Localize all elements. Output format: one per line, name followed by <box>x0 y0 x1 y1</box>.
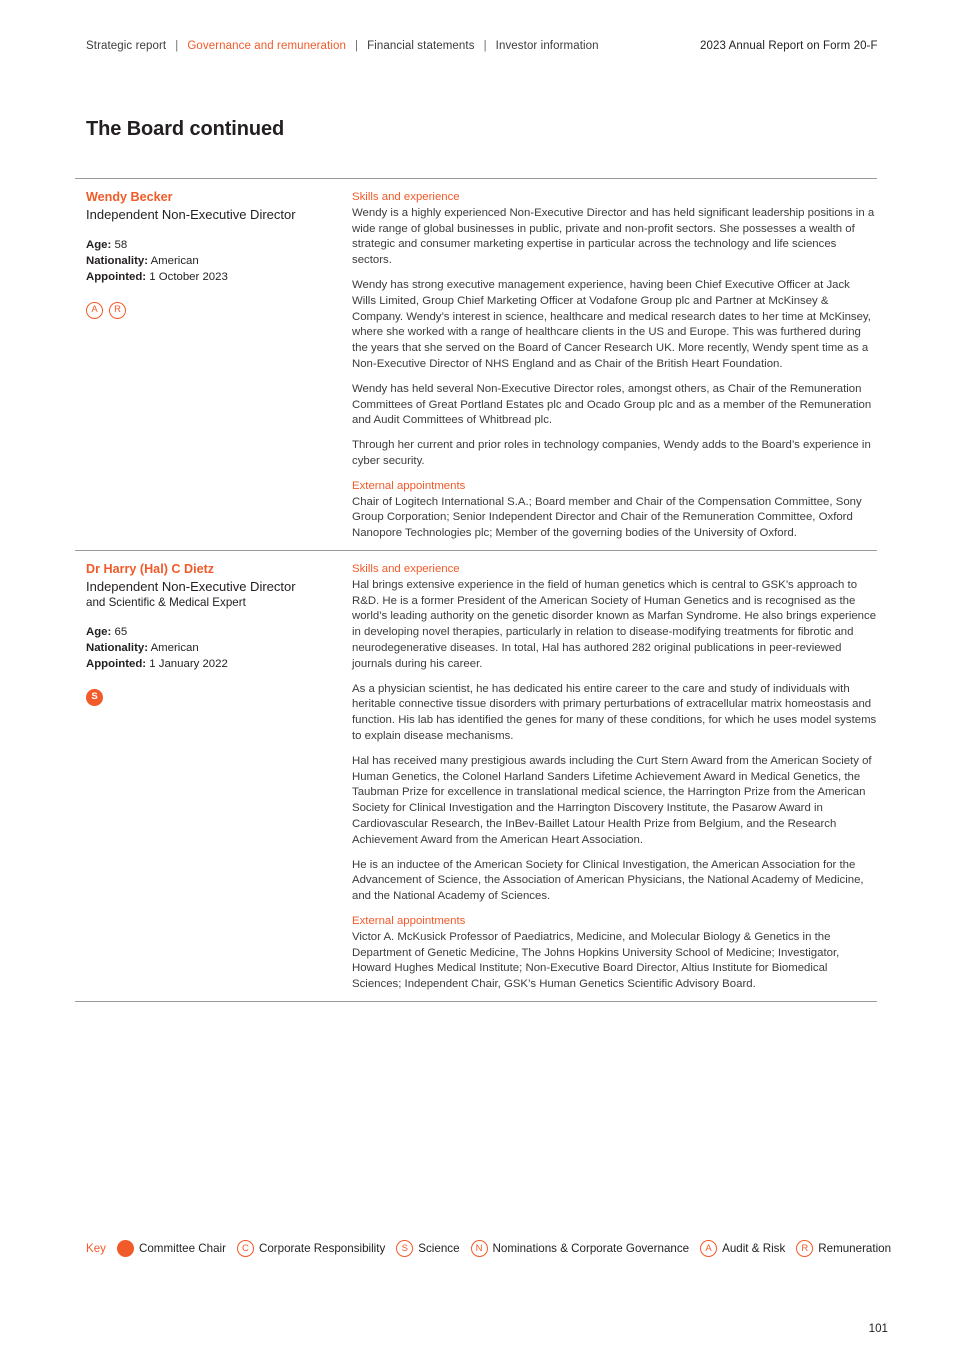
director-nationality-row <box>86 253 352 269</box>
committee-chair-key-label: Committee Chair <box>138 1241 226 1255</box>
audit-risk-badge-icon: A <box>700 1240 717 1257</box>
key-legend <box>86 1240 902 1257</box>
skills-paragraph: He is an inductee of the American Society for Clinical Investigation, the American Association for the Advancement of Science, the Association of American Physicians, the National Academy of Medicine, and the National Academy of Sciences. <box>352 858 864 903</box>
director-role-secondary: and Scientific & Medical Expert <box>86 595 246 609</box>
breadcrumb-items <box>86 40 599 52</box>
science-key-label: Science <box>418 1241 460 1255</box>
breadcrumb-strategic-report[interactable]: Strategic report <box>86 40 167 52</box>
breadcrumb-financial-statements[interactable]: Financial statements <box>367 40 475 52</box>
remuneration-key <box>796 1240 891 1257</box>
director-appointed-row <box>86 269 352 285</box>
director-biography-column <box>352 562 877 993</box>
external-appointments-paragraph: Chair of Logitech International S.A.; Board member and Chair of the Compensation Committee, Sony Group Corporation; Senior Independent Director and Chair of the Remuneration Committee, Oxford Nanopore Technologies plc; Member of the governing bodies of the University of Oxford. <box>352 495 862 540</box>
appointed-label: Appointed: <box>86 658 147 671</box>
nationality-label: Nationality: <box>86 642 149 655</box>
committee-chair-dot-icon <box>117 1240 134 1257</box>
remuneration-key-label: Remuneration <box>818 1241 892 1255</box>
external-appointments-heading: External appointments <box>352 479 466 492</box>
external-appointments-heading: External appointments <box>352 914 466 927</box>
age-value: 65 <box>114 626 128 639</box>
breadcrumb-separator: | <box>483 40 487 52</box>
skills-paragraph: Wendy has held several Non-Executive Director roles, amongst others, as Chair of the Remuneration Committees of Great Portland Estates plc and Ocado Group plc and as a member of the Remuneration and Audit Committees of Whitbread plc. <box>352 382 872 427</box>
director-name: Dr Harry (Hal) C Dietz <box>86 562 215 576</box>
science-chair-badge-icon: S <box>86 689 103 706</box>
skills-and-experience-heading: Skills and experience <box>352 563 460 575</box>
remuneration-badge-icon: R <box>109 302 126 319</box>
skills-paragraph: Hal has received many prestigious awards including the Curt Stern Award from the American Society of Human Genetics, the Colonel Harland Sanders Lifetime Achievement Award in Medical Genetics, the Taubman Prize for excellence in translational medical science, the Harrington Prize from the American Society for Clinical Investigation and the Harrington Discovery Institute, the Pasarow Award in Cardiovascular Research, the InBev-Baillet Latour Health Prize from Belgium, and the Research Achievement Award from the American Heart Association. <box>352 754 872 846</box>
breadcrumb-separator: | <box>355 40 359 52</box>
appointed-label: Appointed: <box>86 271 147 284</box>
nationality-label: Nationality: <box>86 255 149 268</box>
corporate-responsibility-badge-icon: C <box>237 1240 254 1257</box>
external-appointments-paragraph: Victor A. McKusick Professor of Paediatrics, Medicine, and Molecular Biology & Genetics in the Department of Genetic Medicine, The Johns Hopkins University School of Medicine; Investigator, Howard Hughes Medical Institute; Non-Executive Board Director, Altius Institute for Biomedical Sciences; Independent Chair, GSK’s Human Genetics Scientific Advisory Board. <box>352 930 840 991</box>
audit-and-risk-badge-icon: A <box>86 302 103 319</box>
director-profile-wendy-becker <box>75 178 877 550</box>
page-title: The Board continued <box>86 118 285 141</box>
page-number: 101 <box>868 1322 888 1335</box>
skills-paragraph: Hal brings extensive experience in the field of human genetics which is central to GSK’s approach to R&D. He is a former President of the American Society of Human Genetics and is recognised as the world’s leading authority on the genetic disorder known as Marfan Syndrome. He also brings experience in developing novel therapies, particularly in relation to disease-modifying treatments for fibrotic and neurodegenerative diseases. In total, Hal has authored 282 original publications in peer-reviewed journals during his career. <box>352 578 877 670</box>
skills-paragraph: Through her current and prior roles in technology companies, Wendy adds to the Board’s experience in cyber security. <box>352 439 871 467</box>
age-value: 58 <box>114 238 128 251</box>
key-label: Key <box>86 1242 106 1255</box>
breadcrumb <box>86 40 891 52</box>
report-title: 2023 Annual Report on Form 20-F <box>700 40 878 52</box>
breadcrumb-governance-and-remuneration[interactable]: Governance and remuneration <box>187 40 346 52</box>
science-key <box>396 1240 459 1257</box>
director-biography-column <box>352 190 877 542</box>
nationality-value: American <box>150 642 199 655</box>
director-role: Independent Non-Executive Director <box>86 578 296 594</box>
appointed-value: 1 January 2022 <box>149 658 228 671</box>
skills-paragraph: As a physician scientist, he has dedicated his entire career to the care and study of individuals with heritable connective tissue disorders with primary perturbations of extracellular matrix homeostasis and function. His lab has identified the genes for many of these conditions, for which he uses model systems to explain disease mechanisms. <box>352 682 877 742</box>
nominations-key <box>471 1240 690 1257</box>
committee-badges <box>86 689 352 706</box>
director-role: Independent Non-Executive Director <box>86 206 296 222</box>
director-age-row <box>86 237 352 253</box>
audit-risk-key-label: Audit & Risk <box>722 1241 786 1255</box>
nationality-value: American <box>150 255 199 268</box>
nominations-badge-icon: N <box>471 1240 488 1257</box>
director-name: Wendy Becker <box>86 190 173 204</box>
breadcrumb-investor-information[interactable]: Investor information <box>495 40 599 52</box>
skills-paragraph: Wendy has strong executive management experience, having been Chief Executive Officer at Jack Wills Limited, Group Chief Marketing Officer at Vodafone Group plc and Partner at McKinsey & Company. Wendy’s interest in science, healthcare and medical research dates to her time at McKinsey, where she worked with a range of healthcare clients in the US and Europe. This was furthered during the years that she served on the Board of Cancer Research UK. More recently, Wendy spent time as a Non-Executive Director of NHS England and as Chair of the British Heart Foundation. <box>352 279 871 370</box>
director-facts <box>86 624 352 673</box>
skills-paragraph: Wendy is a highly experienced Non-Executive Director and has held significant leadership positions in a wide range of global businesses in public, private and non-profit sectors. She possesses a wealth of strategic and consumer marketing expertise in particular across the technology and life sciences sectors. <box>352 206 875 267</box>
corporate-responsibility-key-label: Corporate Responsibility <box>258 1241 386 1255</box>
science-badge-icon: S <box>396 1240 413 1257</box>
committee-badges <box>86 302 352 319</box>
nominations-key-label: Nominations & Corporate Governance <box>492 1241 690 1255</box>
age-label: Age: <box>86 626 112 639</box>
director-profile-hal-dietz <box>75 550 877 1002</box>
director-facts <box>86 237 352 286</box>
appointed-value: 1 October 2023 <box>149 271 228 284</box>
breadcrumb-separator: | <box>175 40 179 52</box>
director-summary-column <box>75 190 352 542</box>
director-nationality-row <box>86 640 352 656</box>
skills-and-experience-heading: Skills and experience <box>352 191 460 203</box>
corporate-responsibility-key <box>237 1240 385 1257</box>
age-label: Age: <box>86 238 112 251</box>
director-summary-column <box>75 562 352 993</box>
remuneration-badge-icon: R <box>796 1240 813 1257</box>
director-list <box>75 178 877 1002</box>
committee-chair-key <box>117 1240 226 1257</box>
director-appointed-row <box>86 656 352 672</box>
audit-risk-key <box>700 1240 785 1257</box>
director-age-row <box>86 624 352 640</box>
